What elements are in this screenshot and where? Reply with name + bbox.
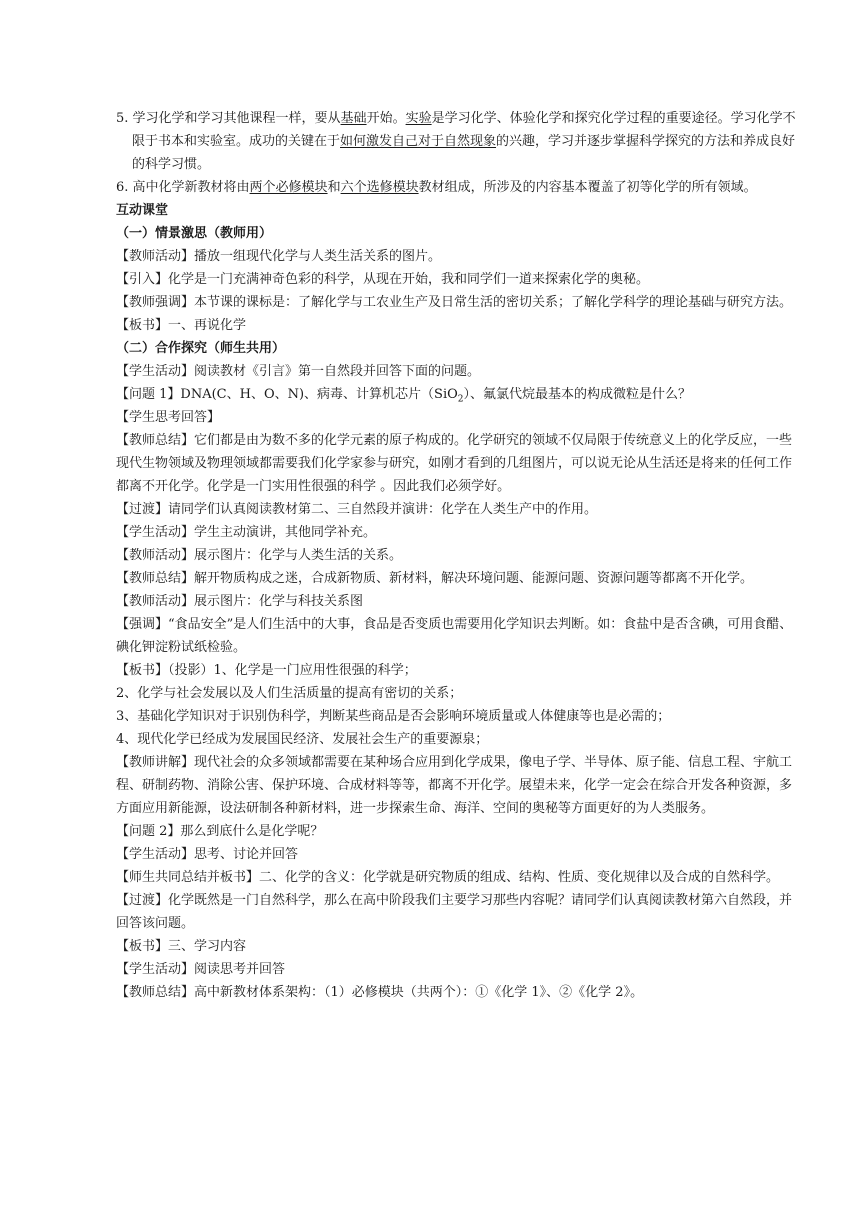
underlined-term: 基础	[340, 111, 367, 126]
paragraph: 【板书】（投影）1、化学是一门应用性很强的科学；	[116, 663, 417, 678]
paragraph: 【过渡】请同学们认真阅读教材第二、三自然段并演讲：化学在人类生产中的作用。	[116, 502, 598, 517]
paragraph: 【学生活动】学生主动演讲，其他同学补充。	[116, 525, 377, 540]
paragraph: 【教师总结】高中新教材体系架构：（1）必修模块（共两个）：①《化学 1》、②《化学 2》。	[116, 985, 644, 1000]
underlined-term: 实验	[405, 111, 432, 126]
item-6-text: 教材组成，所涉及的内容基本覆盖了初等化学的所有领域。	[418, 180, 757, 195]
subsection-title: （二）合作探究（师生共用）	[116, 341, 286, 356]
paragraph: 4、现代化学已经成为发展国民经济、发展社会生产的重要源泉；	[116, 732, 489, 747]
underlined-term: 两个必修模块	[249, 180, 328, 195]
paragraph: 【学生活动】阅读思考并回答	[116, 962, 286, 977]
paragraph: 【问题 2】那么到底什么是化学呢？	[116, 824, 324, 839]
paragraph: 【教师活动】展示图片：化学与科技关系图	[116, 594, 364, 609]
paragraph: 【板书】一、再说化学	[116, 318, 247, 333]
paragraph: 【强调】“食品安全”是人们生活中的大事，食品是否变质也需要用化学知识去判断。如：食盐中是否含碘，可用食醋、碘化钾淀粉试纸检验。	[116, 617, 793, 655]
section-title: 互动课堂	[116, 203, 169, 218]
underlined-term: 六个选修模块	[340, 180, 419, 195]
paragraph: 【学生活动】阅读教材《引言》第一自然段并回答下面的问题。	[116, 364, 481, 379]
paragraph: 【学生思考回答】	[116, 410, 221, 425]
item-6-text: 6. 高中化学新教材将由	[116, 180, 250, 195]
paragraph: 【引入】化学是一门充满神奇色彩的科学，从现在开始，我和同学们一道来探索化学的奥秘。	[116, 272, 650, 287]
question-text: ）、氟氯代烷最基本的构成微粒是什么？	[463, 387, 692, 402]
paragraph: 【板书】三、学习内容	[116, 939, 247, 954]
item-5-text: 开始。	[366, 111, 406, 126]
question-1	[116, 383, 800, 406]
question-text: 【问题 1】DNA(C、H、O、N)、病毒、计算机芯片（SiO	[116, 387, 458, 402]
item-5-text: 5. 学习化学和学习其他课程一样，要从	[116, 111, 341, 126]
paragraph: 【教师强调】本节课的课标是：了解化学与工农业生产及日常生活的密切关系；了解化学科学的理论基础与研究方法。	[116, 295, 793, 310]
subsection-title: （一）情景激思（教师用）	[116, 226, 273, 241]
paragraph: 【教师活动】播放一组现代化学与人类生活关系的图片。	[116, 249, 442, 264]
item-5-text: 是学习化学、体验化学和探究化学过程的重要途径。学习化学不限于书本和实验室。成功的关键在于	[132, 111, 796, 149]
paragraph: 2、化学与社会发展以及人们生活质量的提高有密切的关系；	[116, 686, 463, 701]
underlined-term: 如何激发自己对于自然现象	[340, 134, 497, 149]
item-5-text: 的兴趣，学习并逐步掌握科学探究的方法和养成良好的科学习惯。	[132, 134, 796, 172]
paragraph: 【教师讲解】现代社会的众多领域都需要在某种场合应用到化学成果，像电子学、半导体、原子能、信息工程、宇航工程、研制药物、消除公害、保护环境、合成材料等等，都离不开化学。展望未来，化学一定会在综合开发各种资源，多方面应用新能源，设法研制各种新材料，进一步探索生命、海洋、空间的奥秘等方面更好的为人类服务。	[116, 755, 793, 816]
paragraph: 【教师总结】解开物质构成之迷，合成新物质、新材料，解决环境问题、能源问题、资源问题等都离不开化学。	[116, 571, 754, 586]
item-6	[116, 176, 800, 199]
paragraph: 【师生共同总结并板书】二、化学的含义：化学就是研究物质的组成、结构、性质、变化规律以及合成的自然科学。	[116, 870, 780, 885]
paragraph: 【过渡】化学既然是一门自然科学，那么在高中阶段我们主要学习那些内容呢？请同学们认真阅读教材第六自然段，并回答该问题。	[116, 893, 793, 931]
item-5	[116, 107, 800, 176]
paragraph: 【学生活动】思考、讨论并回答	[116, 847, 299, 862]
paragraph: 3、基础化学知识对于识别伪科学，判断某些商品是否会影响环境质量或人体健康等也是必需的；	[116, 709, 671, 724]
paragraph: 【教师活动】展示图片：化学与人类生活的关系。	[116, 548, 403, 563]
subscript: 2	[457, 394, 464, 405]
item-6-text: 和	[327, 180, 341, 195]
paragraph: 【教师总结】它们都是由为数不多的化学元素的原子构成的。化学研究的领域不仅局限于传统意义上的化学反应，一些现代生物领域及物理领域都需要我们化学家参与研究，如刚才看到的几组图片，可以说无论从生活还是将来的任何工作都离不开化学。化学是一门实用性很强的科学 。因此我们必须学好。	[116, 433, 793, 494]
